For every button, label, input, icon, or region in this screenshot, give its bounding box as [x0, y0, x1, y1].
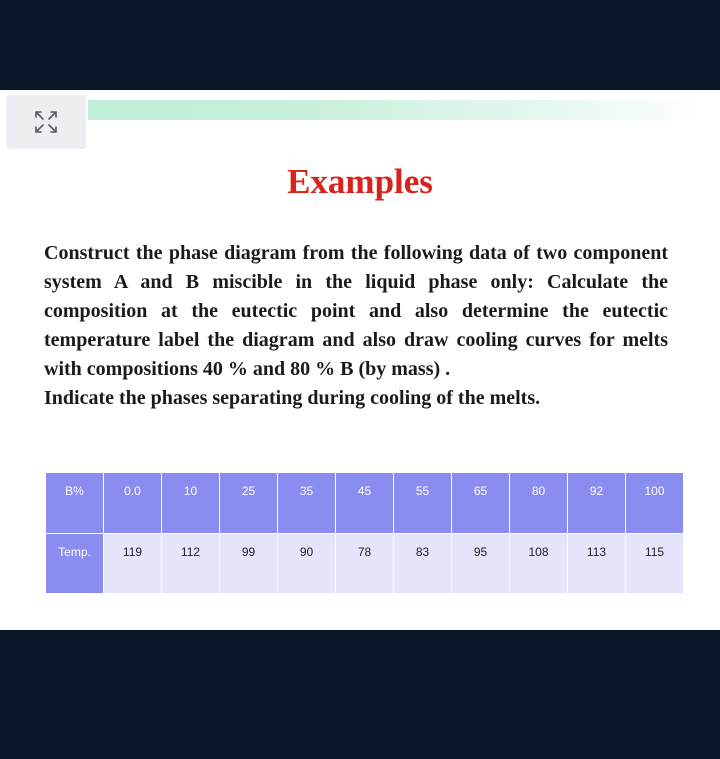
table-cell: 78 — [336, 534, 394, 594]
table-cell: 25 — [220, 473, 278, 534]
expand-arrows-icon — [31, 107, 61, 137]
table-cell: 65 — [452, 473, 510, 534]
table-cell: 35 — [278, 473, 336, 534]
table-cell: 10 — [162, 473, 220, 534]
table-cell: 115 — [626, 534, 684, 594]
table-cell: 95 — [452, 534, 510, 594]
data-table — [45, 472, 684, 594]
instruction-paragraph: Indicate the phases separating during cooling of the melts. — [44, 387, 541, 409]
table-cell: 108 — [510, 534, 568, 594]
table-row-temperature — [46, 534, 684, 594]
table-label-temperature: Temp. — [46, 534, 104, 594]
expand-button[interactable] — [6, 95, 86, 149]
slide — [0, 90, 720, 630]
problem-paragraph: Construct the phase diagram from the following data of two component system A and B miscible in the liquid phase only: Calculate the composition at the eutectic point and also determine the eutectic temperature label the diagram and also draw cooling curves for melts with compositions 40 % and 80 % B (by mass) . — [44, 242, 668, 380]
problem-text — [44, 239, 668, 413]
table-cell: 92 — [568, 473, 626, 534]
table-cell: 100 — [626, 473, 684, 534]
table-cell: 55 — [394, 473, 452, 534]
table-cell: 119 — [104, 534, 162, 594]
table-cell: 45 — [336, 473, 394, 534]
table-cell: 113 — [568, 534, 626, 594]
slide-title: Examples — [287, 162, 433, 201]
table-cell: 99 — [220, 534, 278, 594]
table-cell: 80 — [510, 473, 568, 534]
table-row-b-percent — [46, 473, 684, 534]
decorative-bar — [88, 100, 708, 120]
table-cell: 90 — [278, 534, 336, 594]
table-label-b-percent: B% — [46, 473, 104, 534]
table-cell: 112 — [162, 534, 220, 594]
table-cell: 83 — [394, 534, 452, 594]
table-cell: 0.0 — [104, 473, 162, 534]
